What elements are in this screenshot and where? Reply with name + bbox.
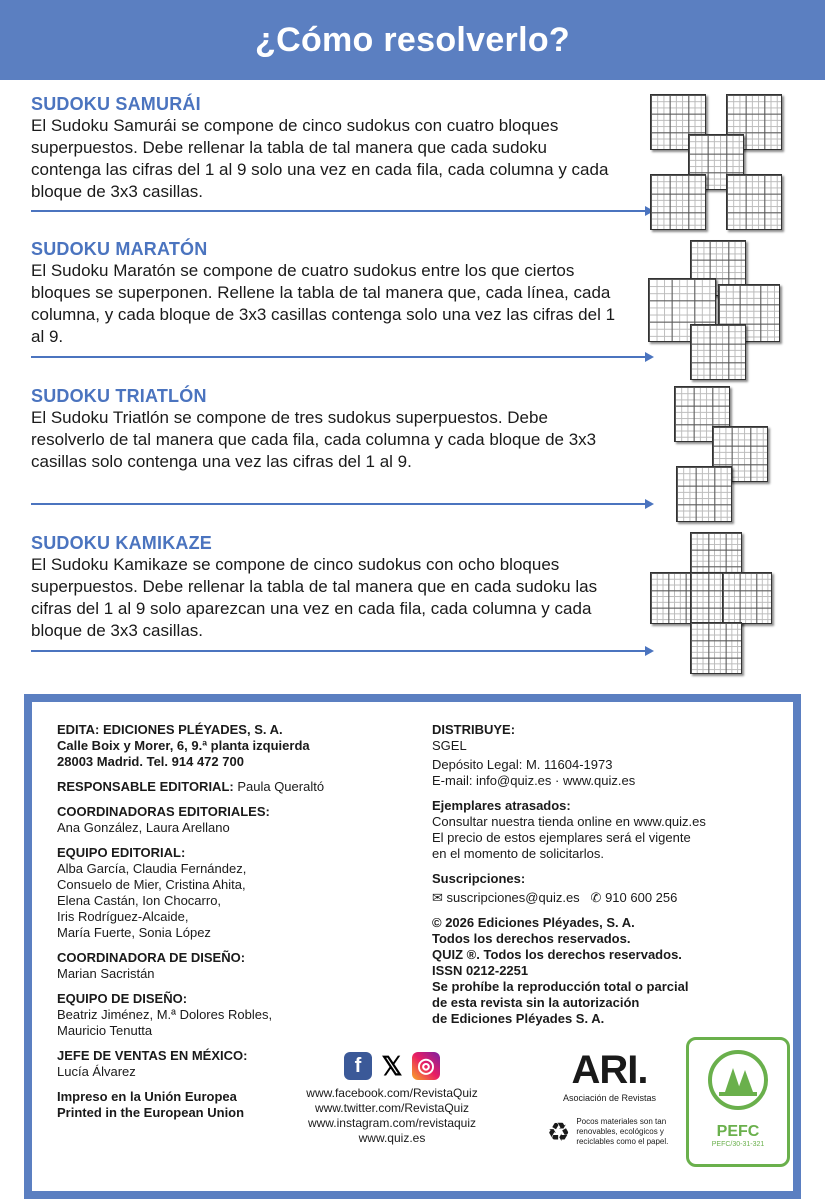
- atrasados-block: Ejemplares atrasados: Consultar nuestra tienda online en www.quiz.es El precio de estos ejemplares será el vigente en el momento de solicitarlos.: [432, 798, 706, 861]
- suscripciones-email[interactable]: suscripciones@quiz.es: [446, 890, 580, 905]
- impreso-block: Impreso en la Unión Europea Printed in the European Union: [57, 1089, 245, 1120]
- equipo-diseno-block: EQUIPO DE DISEÑO: Beatriz Jiménez, M.ª Dolores Robles, Mauricio Tenutta: [57, 991, 273, 1038]
- section-text: El Sudoku Maratón se compone de cuatro sudokus entre los que ciertos bloques se superponen. Rellene la tabla de tal manera que, cada línea, cada columna, y cada bloque de 3x3 casillas contenga solo una vez las cifras del 1 al 9.: [31, 261, 616, 346]
- responsable-block: RESPONSABLE EDITORIAL: Paula Queraltó: [57, 779, 325, 794]
- suscripciones-phone: 910 600 256: [605, 890, 678, 905]
- credits-right-column: [432, 722, 732, 1027]
- kamikaze-puzzle-image: [650, 532, 770, 677]
- arrow-samurai: [31, 210, 646, 212]
- suscripciones-block: Suscripciones: ✉ suscripciones@quiz.es ✆ 910 600 256: [432, 871, 678, 905]
- equipo-editorial-block: EQUIPO EDITORIAL: Alba García, Claudia Fernández, Consuelo de Mier, Cristina Ahita, Elena Castán, Ion Chocarro, Iris Rodríguez-Alcaide, María Fuerte, Sonia López: [57, 845, 247, 940]
- arrow-triatlon: [31, 503, 646, 505]
- phone-icon: ✆: [590, 890, 602, 905]
- publisher-city-phone: 28003 Madrid. Tel. 914 472 700: [57, 754, 244, 769]
- page-title: ¿Cómo resolverlo?: [0, 0, 825, 80]
- section-kamikaze: [31, 532, 621, 642]
- distribuye-block: DISTRIBUYE: SGEL Depósito Legal: M. 11604-1973 E-mail: info@quiz.es · www.quiz.es: [432, 722, 636, 788]
- maraton-puzzle-image: [648, 240, 783, 380]
- instagram-icon[interactable]: ◎: [412, 1052, 440, 1080]
- section-text: El Sudoku Triatlón se compone de tres sudokus superpuestos. Debe resolverlo de tal manera que cada fila, cada columna y cada bloque de 3x3 casillas solo contenga una vez las cifras del 1 al 9.: [31, 408, 597, 471]
- arrow-kamikaze: [31, 650, 646, 652]
- section-title: SUDOKU SAMURÁI: [31, 94, 201, 114]
- instagram-link[interactable]: www.instagram.com/revistaquiz: [307, 1116, 477, 1130]
- ari-logo: ARI. Asociación de Revistas: [562, 1048, 657, 1103]
- envelope-icon: ✉: [432, 890, 443, 905]
- jefe-ventas-block: JEFE DE VENTAS EN MÉXICO: Lucía Álvarez: [57, 1048, 248, 1079]
- facebook-icon[interactable]: f: [344, 1052, 372, 1080]
- recycle-note: ♻ Pocos materiales son tan renovables, ecológicos y reciclables como el papel.: [547, 1117, 669, 1147]
- copyright-block: © 2026 Ediciones Pléyades, S. A. Todos los derechos reservados. QUIZ ®. Todos los derechos reservados. ISSN 0212-2251 Se prohíbe la reproducción total o parcial de esta revista sin la autorización de Ediciones Pléyades S. A.: [432, 915, 689, 1026]
- coord-editorial-block: COORDINADORAS EDITORIALES: Ana González, Laura Arellano: [57, 804, 270, 835]
- twitter-link[interactable]: www.twitter.com/RevistaQuiz: [314, 1101, 470, 1115]
- pefc-tree-icon: [703, 1048, 773, 1112]
- coord-diseno-block: COORDINADORA DE DISEÑO: Marian Sacristán: [57, 950, 246, 981]
- publisher-block: [57, 722, 417, 770]
- x-icon[interactable]: 𝕏: [378, 1052, 406, 1080]
- triatlon-puzzle-image: [674, 386, 774, 526]
- arrow-maraton: [31, 356, 646, 358]
- section-triatlon: [31, 385, 621, 473]
- section-text: El Sudoku Kamikaze se compone de cinco sudokus con ocho bloques superpuestos. Debe rellenar la tabla de tal manera que en cada sudoku las cifras del 1 al 9 solo aparezcan una vez en cada fila, cada columna y cada bloque de 3x3 casillas.: [31, 555, 598, 640]
- section-text: El Sudoku Samurái se compone de cinco sudokus con cuatro bloques superpuestos. Debe rellenar la tabla de tal manera que cada sudoku contenga las cifras del 1 al 9 solo una vez en cada fila, cada columna y cada bloque de 3x3 casillas.: [31, 116, 609, 201]
- social-links: [302, 1052, 482, 1146]
- facebook-link[interactable]: www.facebook.com/RevistaQuiz: [306, 1086, 478, 1100]
- section-title: SUDOKU KAMIKAZE: [31, 533, 212, 553]
- credits-box: [24, 694, 801, 1199]
- section-title: SUDOKU TRIATLÓN: [31, 386, 207, 406]
- publisher-address: Calle Boix y Morer, 6, 9.ª planta izquierda: [57, 738, 310, 753]
- recycle-icon: ♻: [547, 1117, 571, 1147]
- pefc-logo: PEFC PEFC/30-31-321: [686, 1037, 790, 1167]
- section-title: SUDOKU MARATÓN: [31, 239, 208, 259]
- section-maraton: [31, 238, 621, 348]
- section-samurai: [31, 93, 621, 203]
- publisher-name: EDITA: EDICIONES PLÉYADES, S. A.: [57, 722, 283, 737]
- samurai-puzzle-image: [650, 94, 780, 234]
- website-link[interactable]: www.quiz.es: [358, 1131, 426, 1145]
